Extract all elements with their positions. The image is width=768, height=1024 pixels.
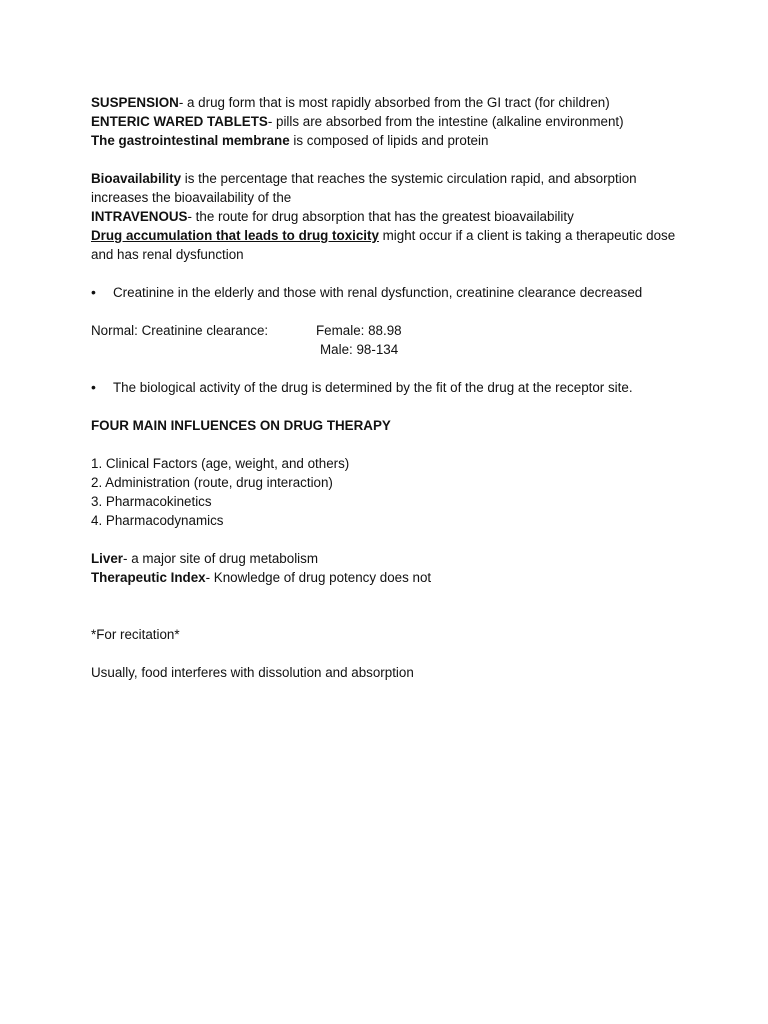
spacer [91, 302, 691, 321]
term: Bioavailability [91, 171, 182, 186]
definition-gi-membrane [91, 131, 691, 150]
list-item: 2. Administration (route, drug interaction) [91, 475, 333, 490]
bullet-text: Creatinine in the elderly and those with renal dysfunction, creatinine clearance decreased [113, 285, 643, 300]
spacer [91, 359, 691, 378]
definition-suspension [91, 93, 691, 112]
document-page [91, 93, 691, 682]
clearance-male: Male: 98-134 [320, 342, 399, 357]
definition-enteric-tablets [91, 112, 691, 131]
definition-therapeutic-index [91, 568, 691, 587]
list-item: 4. Pharmacodynamics [91, 513, 224, 528]
bullet-item-receptor [91, 378, 691, 397]
spacer [91, 435, 691, 454]
bullet-item-creatinine [91, 283, 691, 302]
bullet-icon: • [91, 379, 96, 395]
spacer [91, 264, 691, 283]
definition-liver [91, 549, 691, 568]
definition-text: - a drug form that is most rapidly absorbed from the GI tract (for children) [178, 95, 610, 110]
definition-text: - the route for drug absorption that has the greatest bioavailability [187, 209, 574, 224]
spacer [91, 530, 691, 549]
definition-bioavailability [91, 169, 691, 207]
term: Drug accumulation that leads to drug toxicity [91, 228, 379, 243]
food-note: Usually, food interferes with dissolution and absorption [91, 665, 414, 680]
clearance-label: Normal: Creatinine clearance: [91, 323, 269, 338]
recitation-note: *For recitation* [91, 627, 180, 642]
definition-text: might occur if a client is taking a therapeutic dose and has renal dysfunction [91, 228, 676, 262]
definition-drug-accumulation [91, 226, 691, 264]
definition-text: is composed of lipids and protein [289, 133, 489, 148]
definition-intravenous [91, 207, 691, 226]
spacer [91, 587, 691, 606]
term: INTRAVENOUS [91, 209, 188, 224]
bullet-text: The biological activity of the drug is determined by the fit of the drug at the receptor site. [113, 380, 633, 395]
definition-text: - Knowledge of drug potency does not [205, 570, 432, 585]
clearance-female: Female: 88.98 [316, 323, 402, 338]
definition-text: - pills are absorbed from the intestine (alkaline environment) [267, 114, 624, 129]
spacer [91, 150, 691, 169]
term: SUSPENSION [91, 95, 179, 110]
clearance-row-female [91, 321, 691, 340]
term: Liver [91, 551, 124, 566]
list-item: 3. Pharmacokinetics [91, 494, 212, 509]
term: ENTERIC WARED TABLETS [91, 114, 268, 129]
list-item: 1. Clinical Factors (age, weight, and others) [91, 456, 350, 471]
influences-heading: FOUR MAIN INFLUENCES ON DRUG THERAPY [91, 418, 391, 433]
spacer [91, 606, 691, 625]
term: Therapeutic Index [91, 570, 206, 585]
term: The gastrointestinal membrane [91, 133, 290, 148]
spacer [91, 644, 691, 663]
bullet-icon: • [91, 284, 96, 300]
clearance-row-male [91, 340, 691, 359]
spacer [91, 397, 691, 416]
influences-list [91, 454, 691, 530]
definition-text: - a major site of drug metabolism [123, 551, 318, 566]
definition-text: is the percentage that reaches the systemic circulation rapid, and absorption increases the bioavailability of the [91, 171, 637, 205]
